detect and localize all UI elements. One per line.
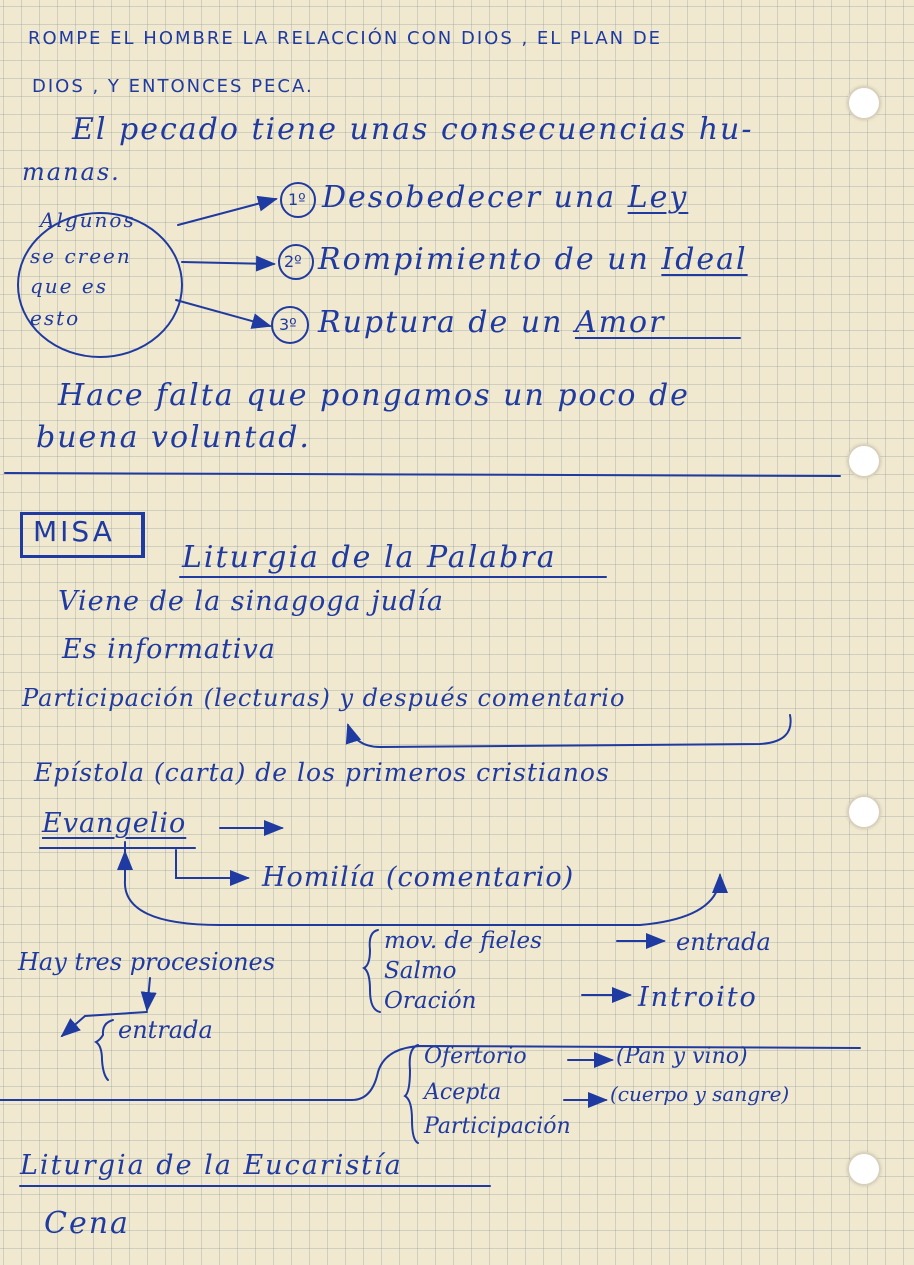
entrada-label: entrada (676, 928, 771, 956)
item-1-label: Desobedecer una (322, 180, 617, 215)
section-divider (5, 473, 840, 476)
item-3-text (318, 305, 665, 340)
cena-label: Cena (44, 1206, 130, 1241)
brace-ofertorio (405, 1045, 418, 1143)
ofertorio-note-1: (Pan y vino) (616, 1044, 748, 1069)
entrada-lower-label: entrada (118, 1016, 213, 1044)
circle-line-4: esto (30, 306, 81, 330)
item-1-number: 1º (288, 190, 306, 209)
eucaristia-title: Liturgia de la Eucaristía (20, 1150, 403, 1181)
procesiones-item-3: Oración (384, 988, 477, 1014)
arrow-to-item-3 (176, 300, 270, 326)
item-3-label: Ruptura de un (318, 305, 564, 340)
misa-line-1: Viene de la sinagoga judía (58, 586, 445, 617)
ofertorio-note-2: (cuerpo y sangre) (610, 1082, 790, 1106)
arrow-to-item-2 (182, 262, 274, 264)
brace-entrada (96, 1020, 113, 1080)
closing-line-2: buena voluntad. (36, 420, 311, 455)
ofertorio-item-1: Ofertorio (424, 1044, 527, 1069)
misa-line-2: Es informativa (62, 634, 276, 665)
ofertorio-item-2: Acepta (424, 1080, 502, 1105)
procesiones-item-2: Salmo (384, 958, 457, 984)
comentario-loop-arrow (348, 715, 791, 747)
palabra-title: Liturgia de la Palabra (182, 540, 557, 575)
consequences-intro-line-1: El pecado tiene unas consecuencias hu- (72, 112, 754, 147)
circle-line-1: Algunos (40, 208, 136, 232)
item-2-label: Rompimiento de un (318, 242, 650, 277)
misa-line-4: Epístola (carta) de los primeros cristianos (34, 758, 610, 787)
header-line-2: DIOS , Y ENTONCES PECA. (32, 76, 314, 97)
ofertorio-item-3: Participación (424, 1114, 571, 1139)
item-3-key: Amor (574, 305, 666, 340)
tres-down-arrow (147, 978, 150, 1010)
evangelio-label: Evangelio (42, 808, 187, 839)
homilia-label: Homilía (comentario) (262, 862, 575, 893)
item-2-text (318, 242, 748, 277)
item-2-key: Ideal (661, 242, 748, 277)
consequences-intro-line-2: manas. (22, 158, 121, 186)
circle-line-2: se creen (30, 244, 132, 268)
brace-procesiones (364, 930, 380, 1012)
header-line-1: ROMPE EL HOMBRE LA RELACCIÓN CON DIOS , EL PLAN DE (28, 28, 663, 49)
procesiones-item-1: mov. de fieles (384, 928, 542, 954)
misa-label: MISA (33, 515, 115, 548)
introito-label: Introito (638, 982, 758, 1013)
circle-line-3: que es (30, 274, 108, 298)
homilia-hook (176, 850, 248, 878)
item-1-text (322, 180, 688, 215)
item-3-number: 3º (279, 315, 297, 334)
arrow-to-item-1 (178, 199, 276, 225)
misa-line-3: Participación (lecturas) y después comentario (22, 684, 626, 712)
item-1-key: Ley (627, 180, 689, 215)
procesiones-label: Hay tres procesiones (18, 948, 276, 976)
item-2-number: 2º (284, 252, 302, 271)
closing-line-1: Hace falta que pongamos un poco de (58, 378, 690, 413)
